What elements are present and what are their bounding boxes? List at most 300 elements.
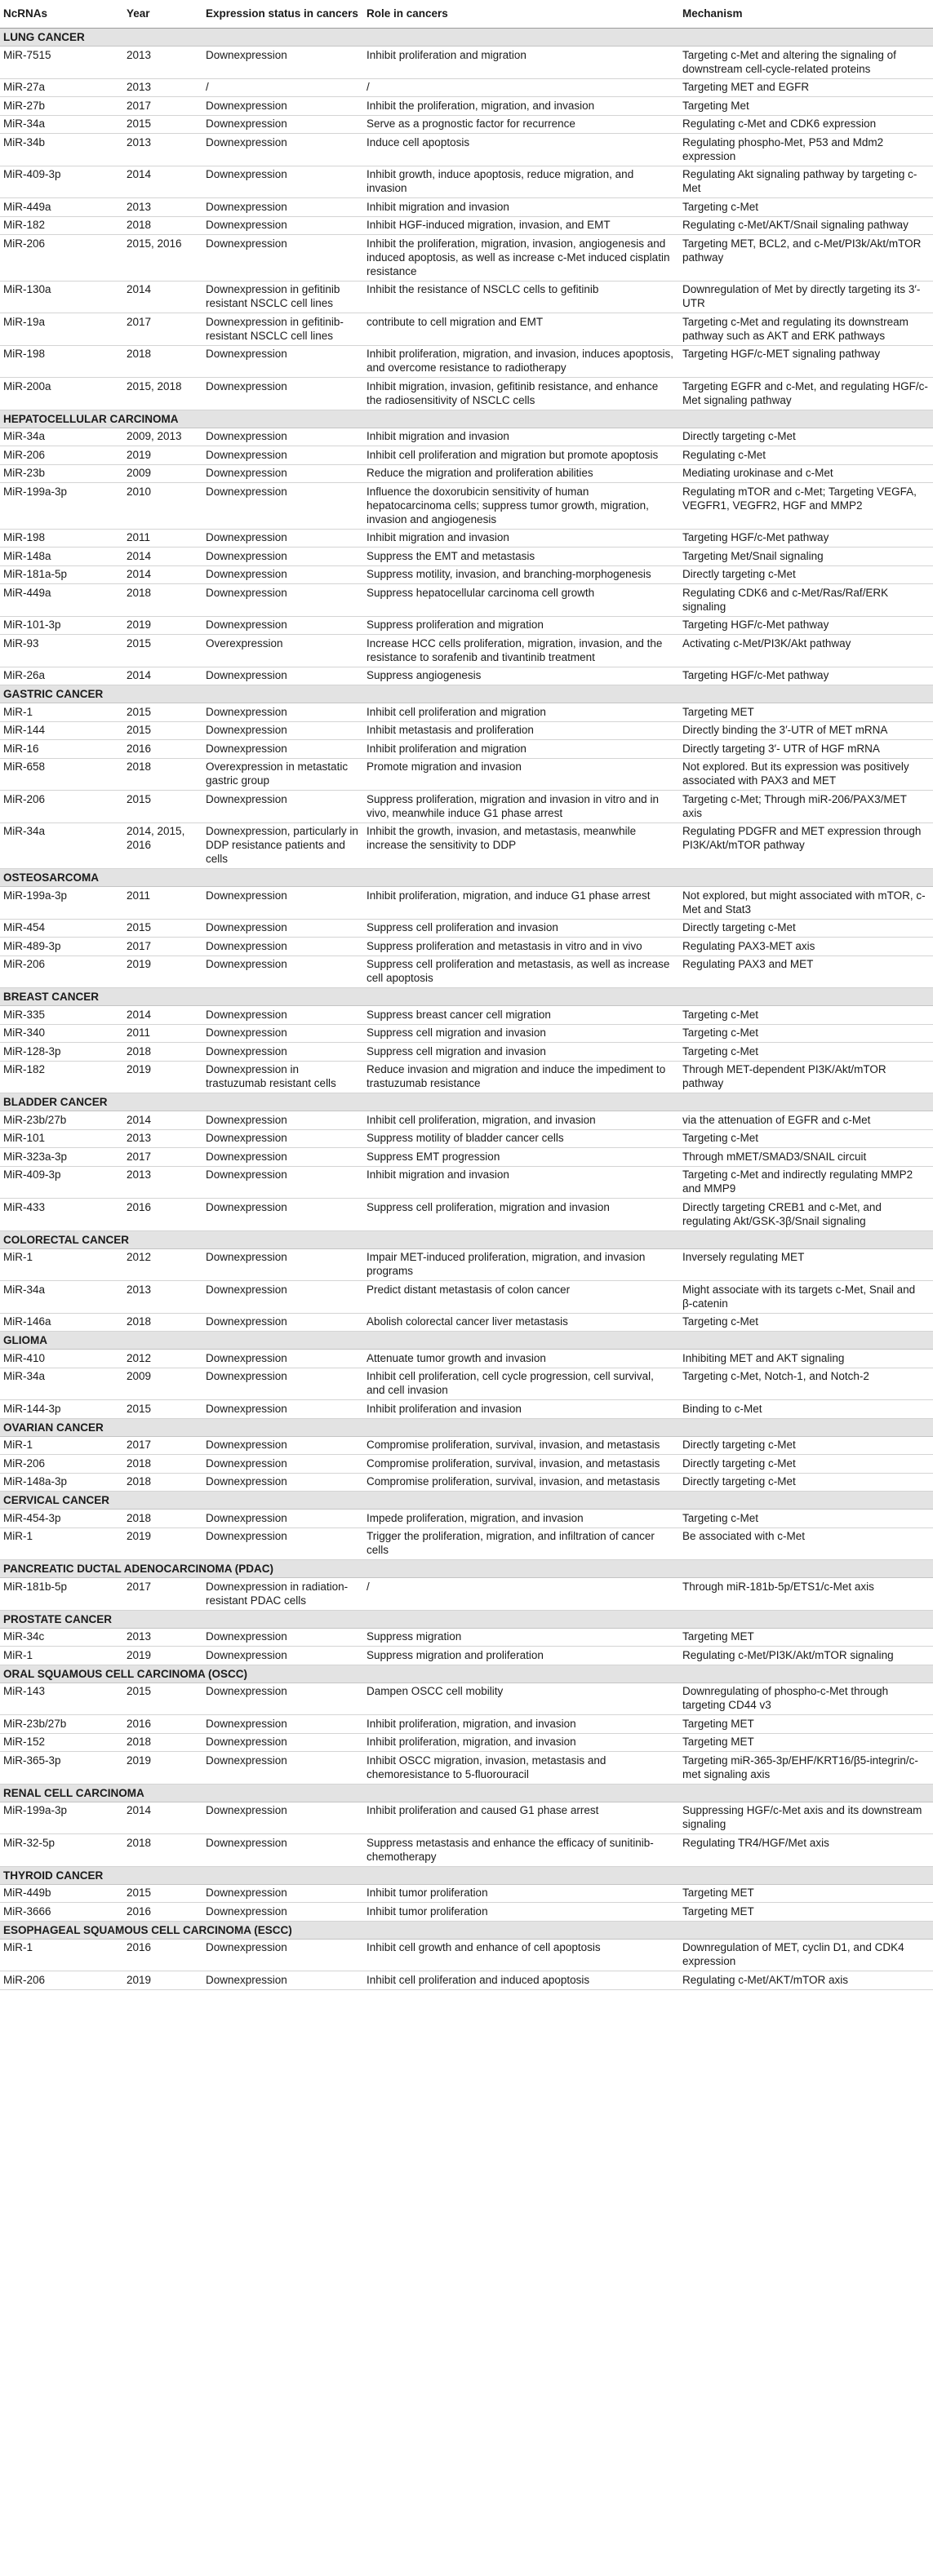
cell-role: Predict distant metastasis of colon cancer: [363, 1281, 679, 1314]
table-row: [0, 345, 933, 378]
cell-mechanism: Targeting Met: [679, 97, 933, 116]
cell-year: 2017: [123, 313, 202, 346]
cell-mechanism: Targeting c-Met: [679, 1024, 933, 1043]
cell-mechanism: Targeting c-Met and indirectly regulating MMP2 and MMP9: [679, 1166, 933, 1199]
section-header-row: [0, 1492, 933, 1510]
cell-expression: Downexpression: [202, 97, 363, 116]
cell-mechanism: Targeting c-Met: [679, 1129, 933, 1148]
cell-year: 2009, 2013: [123, 428, 202, 446]
section-header-row: [0, 1332, 933, 1350]
cell-mechanism: Regulating c-Met/PI3K/Akt/mTOR signaling: [679, 1647, 933, 1665]
cell-expression: Downexpression: [202, 134, 363, 166]
cell-expression: Downexpression: [202, 1129, 363, 1148]
cell-mechanism: Might associate with its targets c-Met, Snail and β-catenin: [679, 1281, 933, 1314]
section-header-row: [0, 869, 933, 887]
cell-year: 2015: [123, 919, 202, 938]
table-row: [0, 1834, 933, 1867]
cell-ncrna: MiR-23b/27b: [0, 1715, 123, 1734]
cell-mechanism: Regulating PAX3 and MET: [679, 955, 933, 988]
cell-year: 2014: [123, 565, 202, 584]
cell-ncrna: MiR-410: [0, 1350, 123, 1368]
cell-role: Inhibit cell proliferation, migration, and invasion: [363, 1111, 679, 1130]
cell-role: Suppress cell proliferation and invasion: [363, 919, 679, 938]
section-header-row: [0, 410, 933, 428]
table-row: [0, 1436, 933, 1455]
cell-expression: Downexpression: [202, 548, 363, 566]
cell-mechanism: Targeting c-Met: [679, 198, 933, 217]
cell-year: 2018: [123, 1733, 202, 1752]
cell-role: Suppress cell proliferation, migration and invasion: [363, 1199, 679, 1231]
cell-expression: Downexpression: [202, 1834, 363, 1867]
table-row: [0, 1752, 933, 1785]
cell-ncrna: MiR-181a-5p: [0, 565, 123, 584]
cell-ncrna: MiR-206: [0, 955, 123, 988]
cell-year: 2014: [123, 281, 202, 313]
cell-year: 2013: [123, 1628, 202, 1647]
section-title: GASTRIC CANCER: [0, 685, 933, 703]
cell-mechanism: Targeting c-Met: [679, 1006, 933, 1025]
cell-ncrna: MiR-146a: [0, 1313, 123, 1332]
cell-year: 2016: [123, 740, 202, 759]
cell-role: Abolish colorectal cancer liver metastasis: [363, 1313, 679, 1332]
cell-ncrna: MiR-200a: [0, 378, 123, 410]
section-header-row: [0, 1665, 933, 1683]
section-header-row: [0, 1418, 933, 1436]
cell-expression: Downexpression: [202, 1281, 363, 1314]
cell-role: Inhibit cell proliferation and migration but promote apoptosis: [363, 446, 679, 465]
cell-mechanism: Targeting miR-365-3p/EHF/KRT16/β5-integrin/c-met signaling axis: [679, 1752, 933, 1785]
cell-expression: Downexpression: [202, 464, 363, 483]
section-title: OSTEOSARCOMA: [0, 869, 933, 887]
cell-role: Dampen OSCC cell mobility: [363, 1683, 679, 1715]
cell-mechanism: Downregulation of MET, cyclin D1, and CDK4 expression: [679, 1939, 933, 1971]
cell-expression: Downexpression in trastuzumab resistant cells: [202, 1061, 363, 1093]
cell-ncrna: MiR-449a: [0, 584, 123, 617]
cell-year: 2016: [123, 1715, 202, 1734]
table-row: [0, 758, 933, 791]
cell-mechanism: Targeting c-Met: [679, 1043, 933, 1062]
table-row: [0, 1313, 933, 1332]
cell-mechanism: Directly targeting c-Met: [679, 1455, 933, 1474]
cell-year: 2013: [123, 47, 202, 79]
cell-mechanism: Directly targeting CREB1 and c-Met, and regulating Akt/GSK-3β/Snail signaling: [679, 1199, 933, 1231]
cell-expression: Downexpression: [202, 1436, 363, 1455]
cell-mechanism: Targeting EGFR and c-Met, and regulating HGF/c-Met signaling pathway: [679, 378, 933, 410]
section-title: RENAL CELL CARCINOMA: [0, 1784, 933, 1802]
cell-ncrna: MiR-32-5p: [0, 1834, 123, 1867]
cell-ncrna: MiR-454-3p: [0, 1510, 123, 1528]
cell-expression: Downexpression: [202, 115, 363, 134]
cell-role: Inhibit OSCC migration, invasion, metastasis and chemoresistance to 5-fluorouracil: [363, 1752, 679, 1785]
cell-expression: Downexpression: [202, 1400, 363, 1419]
table-row: [0, 1006, 933, 1025]
table-row: [0, 483, 933, 530]
cell-ncrna: MiR-148a: [0, 548, 123, 566]
table-row: [0, 938, 933, 956]
cell-role: Suppress proliferation and metastasis in vitro and in vivo: [363, 938, 679, 956]
cell-role: Suppress EMT progression: [363, 1148, 679, 1167]
cell-expression: Downexpression: [202, 1248, 363, 1281]
cell-year: 2018: [123, 1043, 202, 1062]
cell-ncrna: MiR-34a: [0, 428, 123, 446]
section-title: ORAL SQUAMOUS CELL CARCINOMA (OSCC): [0, 1665, 933, 1683]
cell-mechanism: via the attenuation of EGFR and c-Met: [679, 1111, 933, 1130]
cell-expression: Downexpression: [202, 1628, 363, 1647]
table-row: [0, 378, 933, 410]
cell-mechanism: Binding to c-Met: [679, 1400, 933, 1419]
cell-role: Inhibit the proliferation, migration, and invasion: [363, 97, 679, 116]
table-row: [0, 565, 933, 584]
cell-ncrna: MiR-1: [0, 1436, 123, 1455]
cell-role: /: [363, 78, 679, 97]
cell-expression: /: [202, 78, 363, 97]
table-row: [0, 134, 933, 166]
cell-ncrna: MiR-1: [0, 1647, 123, 1665]
table-row: [0, 548, 933, 566]
cell-ncrna: MiR-365-3p: [0, 1752, 123, 1785]
cell-ncrna: MiR-144: [0, 721, 123, 740]
table-row: [0, 1733, 933, 1752]
table-row: [0, 584, 933, 617]
cell-expression: Downexpression: [202, 1350, 363, 1368]
table-row: [0, 1527, 933, 1560]
cell-expression: Downexpression: [202, 446, 363, 465]
cell-year: 2017: [123, 1148, 202, 1167]
table-row: [0, 78, 933, 97]
cell-mechanism: Targeting MET, BCL2, and c-Met/PI3k/Akt/mTOR pathway: [679, 235, 933, 282]
table-row: [0, 667, 933, 685]
table-row: [0, 1971, 933, 1990]
cell-year: 2018: [123, 584, 202, 617]
cell-role: Inhibit cell proliferation, cell cycle progression, cell survival, and cell invasion: [363, 1368, 679, 1400]
table-header: [0, 0, 933, 29]
cell-role: Suppress hepatocellular carcinoma cell growth: [363, 584, 679, 617]
header-mechanism: Mechanism: [679, 0, 933, 29]
cell-expression: Downexpression: [202, 1455, 363, 1474]
table-row: [0, 1647, 933, 1665]
cell-ncrna: MiR-34a: [0, 1368, 123, 1400]
cell-role: Promote migration and invasion: [363, 758, 679, 791]
table-row: [0, 1024, 933, 1043]
cell-ncrna: MiR-101-3p: [0, 616, 123, 635]
cell-role: Suppress metastasis and enhance the efficacy of sunitinib-chemotherapy: [363, 1834, 679, 1867]
cell-mechanism: Downregulating of phospho-c-Met through targeting CD44 v3: [679, 1683, 933, 1715]
cell-mechanism: Regulating mTOR and c-Met; Targeting VEGFA, VEGFR1, VEGFR2, HGF and MMP2: [679, 483, 933, 530]
cell-role: Inhibit proliferation, migration, and invasion: [363, 1733, 679, 1752]
cell-expression: Downexpression: [202, 428, 363, 446]
cell-role: Trigger the proliferation, migration, and infiltration of cancer cells: [363, 1527, 679, 1560]
cell-expression: Downexpression: [202, 565, 363, 584]
cell-role: Impair MET-induced proliferation, migration, and invasion programs: [363, 1248, 679, 1281]
cell-ncrna: MiR-34a: [0, 115, 123, 134]
cell-mechanism: Targeting c-Met and altering the signaling of downstream cell-cycle-related proteins: [679, 47, 933, 79]
cell-ncrna: MiR-143: [0, 1683, 123, 1715]
cell-role: Suppress migration: [363, 1628, 679, 1647]
table-row: [0, 235, 933, 282]
table-row: [0, 115, 933, 134]
cell-expression: Downexpression: [202, 1006, 363, 1025]
cell-role: Inhibit proliferation and migration: [363, 47, 679, 79]
cell-role: Suppress motility, invasion, and branching-morphogenesis: [363, 565, 679, 584]
cell-mechanism: Through miR-181b-5p/ETS1/c-Met axis: [679, 1578, 933, 1611]
cell-year: 2014: [123, 1802, 202, 1834]
cell-mechanism: Directly targeting c-Met: [679, 1473, 933, 1492]
header-year: Year: [123, 0, 202, 29]
cell-year: 2016: [123, 1903, 202, 1922]
cell-expression: Downexpression: [202, 1903, 363, 1922]
cell-year: 2019: [123, 1061, 202, 1093]
cell-year: 2014: [123, 1111, 202, 1130]
cell-expression: Downexpression: [202, 47, 363, 79]
section-title: CERVICAL CANCER: [0, 1492, 933, 1510]
section-title: PANCREATIC DUCTAL ADENOCARCINOMA (PDAC): [0, 1560, 933, 1578]
cell-year: 2017: [123, 97, 202, 116]
cell-expression: Downexpression: [202, 667, 363, 685]
cell-expression: Downexpression: [202, 378, 363, 410]
cell-mechanism: Targeting MET and EGFR: [679, 78, 933, 97]
cell-mechanism: Targeting Met/Snail signaling: [679, 548, 933, 566]
cell-role: Inhibit proliferation and invasion: [363, 1400, 679, 1419]
cell-ncrna: MiR-1: [0, 1248, 123, 1281]
cell-year: 2013: [123, 1166, 202, 1199]
cell-ncrna: MiR-409-3p: [0, 1166, 123, 1199]
cell-mechanism: Downregulation of Met by directly targeting its 3′-UTR: [679, 281, 933, 313]
table-row: [0, 740, 933, 759]
table-row: [0, 955, 933, 988]
cell-role: Inhibit proliferation and caused G1 phase arrest: [363, 1802, 679, 1834]
table-row: [0, 791, 933, 823]
cell-expression: Downexpression: [202, 483, 363, 530]
cell-role: Inhibit the resistance of NSCLC cells to gefitinib: [363, 281, 679, 313]
cell-ncrna: MiR-181b-5p: [0, 1578, 123, 1611]
cell-mechanism: Through MET-dependent PI3K/Akt/mTOR pathway: [679, 1061, 933, 1093]
cell-expression: Downexpression: [202, 740, 363, 759]
header-role: Role in cancers: [363, 0, 679, 29]
table-body: [0, 29, 933, 1990]
cell-expression: Downexpression: [202, 1971, 363, 1990]
cell-year: 2009: [123, 1368, 202, 1400]
section-header-row: [0, 685, 933, 703]
cell-ncrna: MiR-206: [0, 791, 123, 823]
cell-year: 2014: [123, 548, 202, 566]
cell-role: Inhibit migration, invasion, gefitinib resistance, and enhance the radiosensitivity of NSCLC cells: [363, 378, 679, 410]
cell-year: 2018: [123, 345, 202, 378]
cell-expression: Downexpression in gefitinib resistant NSCLC cell lines: [202, 281, 363, 313]
cell-role: Inhibit migration and invasion: [363, 529, 679, 548]
table-row: [0, 1368, 933, 1400]
cell-ncrna: MiR-34a: [0, 1281, 123, 1314]
cell-ncrna: MiR-101: [0, 1129, 123, 1148]
table-row: [0, 1248, 933, 1281]
cell-mechanism: Regulating CDK6 and c-Met/Ras/Raf/ERK signaling: [679, 584, 933, 617]
cell-ncrna: MiR-23b/27b: [0, 1111, 123, 1130]
cell-year: 2013: [123, 78, 202, 97]
cell-role: Compromise proliferation, survival, invasion, and metastasis: [363, 1455, 679, 1474]
table-row: [0, 1473, 933, 1492]
cell-year: 2013: [123, 1281, 202, 1314]
cell-expression: Downexpression: [202, 919, 363, 938]
cell-mechanism: Directly targeting c-Met: [679, 919, 933, 938]
cell-year: 2018: [123, 216, 202, 235]
cell-year: 2018: [123, 1455, 202, 1474]
cell-ncrna: MiR-34a: [0, 822, 123, 869]
table-row: [0, 446, 933, 465]
cell-expression: Downexpression: [202, 938, 363, 956]
cell-mechanism: Regulating Akt signaling pathway by targeting c-Met: [679, 166, 933, 198]
cell-ncrna: MiR-340: [0, 1024, 123, 1043]
cell-year: 2017: [123, 938, 202, 956]
cell-mechanism: Targeting MET: [679, 1884, 933, 1903]
cell-role: Inhibit the proliferation, migration, invasion, angiogenesis and induced apoptosis, as well as increase c-Met induced cisplatin resistance: [363, 235, 679, 282]
cell-role: /: [363, 1578, 679, 1611]
table-row: [0, 635, 933, 667]
cell-role: Inhibit cell growth and enhance of cell apoptosis: [363, 1939, 679, 1971]
cell-ncrna: MiR-198: [0, 529, 123, 548]
cell-role: Inhibit tumor proliferation: [363, 1903, 679, 1922]
cell-expression: Downexpression: [202, 216, 363, 235]
cell-expression: Downexpression: [202, 1111, 363, 1130]
cell-year: 2018: [123, 1510, 202, 1528]
cell-year: 2018: [123, 1313, 202, 1332]
cell-expression: Downexpression: [202, 1148, 363, 1167]
cell-ncrna: MiR-206: [0, 1455, 123, 1474]
section-header-row: [0, 1921, 933, 1939]
cell-mechanism: Suppressing HGF/c-Met axis and its downstream signaling: [679, 1802, 933, 1834]
table-row: [0, 1903, 933, 1922]
cell-ncrna: MiR-144-3p: [0, 1400, 123, 1419]
cell-expression: Downexpression: [202, 1527, 363, 1560]
cell-year: 2015, 2018: [123, 378, 202, 410]
cell-mechanism: Targeting HGF/c-Met pathway: [679, 529, 933, 548]
cell-mechanism: Targeting c-Met: [679, 1510, 933, 1528]
cell-mechanism: Mediating urokinase and c-Met: [679, 464, 933, 483]
table-row: [0, 1281, 933, 1314]
table-row: [0, 1510, 933, 1528]
cell-year: 2011: [123, 529, 202, 548]
section-title: BREAST CANCER: [0, 988, 933, 1006]
table-row: [0, 1043, 933, 1062]
cell-mechanism: Targeting c-Met: [679, 1313, 933, 1332]
cell-expression: Downexpression: [202, 1024, 363, 1043]
cell-ncrna: MiR-182: [0, 1061, 123, 1093]
cell-year: 2010: [123, 483, 202, 530]
cell-role: Inhibit cell proliferation and migration: [363, 703, 679, 722]
table-row: [0, 216, 933, 235]
cell-expression: Downexpression in gefitinib-resistant NSCLC cell lines: [202, 313, 363, 346]
cell-role: Reduce the migration and proliferation abilities: [363, 464, 679, 483]
table-row: [0, 1129, 933, 1148]
cell-role: Inhibit migration and invasion: [363, 198, 679, 217]
cell-ncrna: MiR-26a: [0, 667, 123, 685]
cell-mechanism: Targeting HGF/c-MET signaling pathway: [679, 345, 933, 378]
cell-year: 2015: [123, 115, 202, 134]
table-row: [0, 822, 933, 869]
table-row: [0, 721, 933, 740]
cell-role: Inhibit proliferation, migration, and invasion, induces apoptosis, and overcome resistance to radiotherapy: [363, 345, 679, 378]
cell-ncrna: MiR-199a-3p: [0, 1802, 123, 1834]
table-row: [0, 1578, 933, 1611]
cell-expression: Downexpression: [202, 1473, 363, 1492]
cell-mechanism: Activating c-Met/PI3K/Akt pathway: [679, 635, 933, 667]
table-row: [0, 1884, 933, 1903]
cell-ncrna: MiR-1: [0, 1527, 123, 1560]
cell-role: Suppress migration and proliferation: [363, 1647, 679, 1665]
cell-expression: Downexpression: [202, 1884, 363, 1903]
cell-year: 2019: [123, 1971, 202, 1990]
cell-year: 2018: [123, 758, 202, 791]
cell-mechanism: Regulating PAX3-MET axis: [679, 938, 933, 956]
cell-ncrna: MiR-199a-3p: [0, 483, 123, 530]
cell-expression: Downexpression: [202, 955, 363, 988]
cell-year: 2015: [123, 635, 202, 667]
cell-expression: Downexpression: [202, 235, 363, 282]
section-header-row: [0, 1560, 933, 1578]
cell-year: 2017: [123, 1436, 202, 1455]
cell-ncrna: MiR-206: [0, 235, 123, 282]
cell-role: Inhibit the growth, invasion, and metastasis, meanwhile increase the sensitivity to DDP: [363, 822, 679, 869]
cell-year: 2015: [123, 791, 202, 823]
cell-role: Serve as a prognostic factor for recurrence: [363, 115, 679, 134]
cell-mechanism: Regulating c-Met/AKT/mTOR axis: [679, 1971, 933, 1990]
cell-expression: Downexpression: [202, 166, 363, 198]
cell-ncrna: MiR-27b: [0, 97, 123, 116]
cell-ncrna: MiR-206: [0, 1971, 123, 1990]
table-row: [0, 887, 933, 920]
table-row: [0, 428, 933, 446]
cell-year: 2019: [123, 1647, 202, 1665]
cell-expression: Downexpression: [202, 1752, 363, 1785]
cell-mechanism: Targeting c-Met and regulating its downstream pathway such as AKT and ERK pathways: [679, 313, 933, 346]
cell-role: Induce cell apoptosis: [363, 134, 679, 166]
cell-year: 2016: [123, 1939, 202, 1971]
cell-mechanism: Inhibiting MET and AKT signaling: [679, 1350, 933, 1368]
cell-expression: Downexpression: [202, 1939, 363, 1971]
cell-year: 2013: [123, 198, 202, 217]
cell-mechanism: Targeting c-Met, Notch-1, and Notch-2: [679, 1368, 933, 1400]
cell-year: 2015: [123, 1400, 202, 1419]
cell-role: Inhibit HGF-induced migration, invasion, and EMT: [363, 216, 679, 235]
cell-expression: Downexpression: [202, 1166, 363, 1199]
cell-role: Inhibit migration and invasion: [363, 1166, 679, 1199]
cell-year: 2019: [123, 955, 202, 988]
cell-expression: Downexpression: [202, 1647, 363, 1665]
cell-ncrna: MiR-409-3p: [0, 166, 123, 198]
cell-expression: Downexpression: [202, 616, 363, 635]
cell-expression: Downexpression: [202, 584, 363, 617]
cell-role: Compromise proliferation, survival, invasion, and metastasis: [363, 1473, 679, 1492]
cell-ncrna: MiR-3666: [0, 1903, 123, 1922]
cell-role: Suppress motility of bladder cancer cells: [363, 1129, 679, 1148]
cell-mechanism: Directly targeting 3′- UTR of HGF mRNA: [679, 740, 933, 759]
cell-role: Increase HCC cells proliferation, migration, invasion, and the resistance to sorafenib and tivantinib treatment: [363, 635, 679, 667]
cell-year: 2015: [123, 721, 202, 740]
cell-expression: Downexpression: [202, 721, 363, 740]
table-row: [0, 47, 933, 79]
section-header-row: [0, 1230, 933, 1248]
table-row: [0, 1350, 933, 1368]
cell-year: 2014: [123, 667, 202, 685]
cell-mechanism: Targeting MET: [679, 703, 933, 722]
section-header-row: [0, 1784, 933, 1802]
cell-expression: Downexpression: [202, 1368, 363, 1400]
cell-mechanism: Directly targeting c-Met: [679, 1436, 933, 1455]
cell-role: Compromise proliferation, survival, invasion, and metastasis: [363, 1436, 679, 1455]
cell-ncrna: MiR-323a-3p: [0, 1148, 123, 1167]
cell-expression: Downexpression: [202, 703, 363, 722]
table-row: [0, 1715, 933, 1734]
cell-mechanism: Targeting c-Met; Through miR-206/PAX3/MET axis: [679, 791, 933, 823]
table-row: [0, 1111, 933, 1130]
